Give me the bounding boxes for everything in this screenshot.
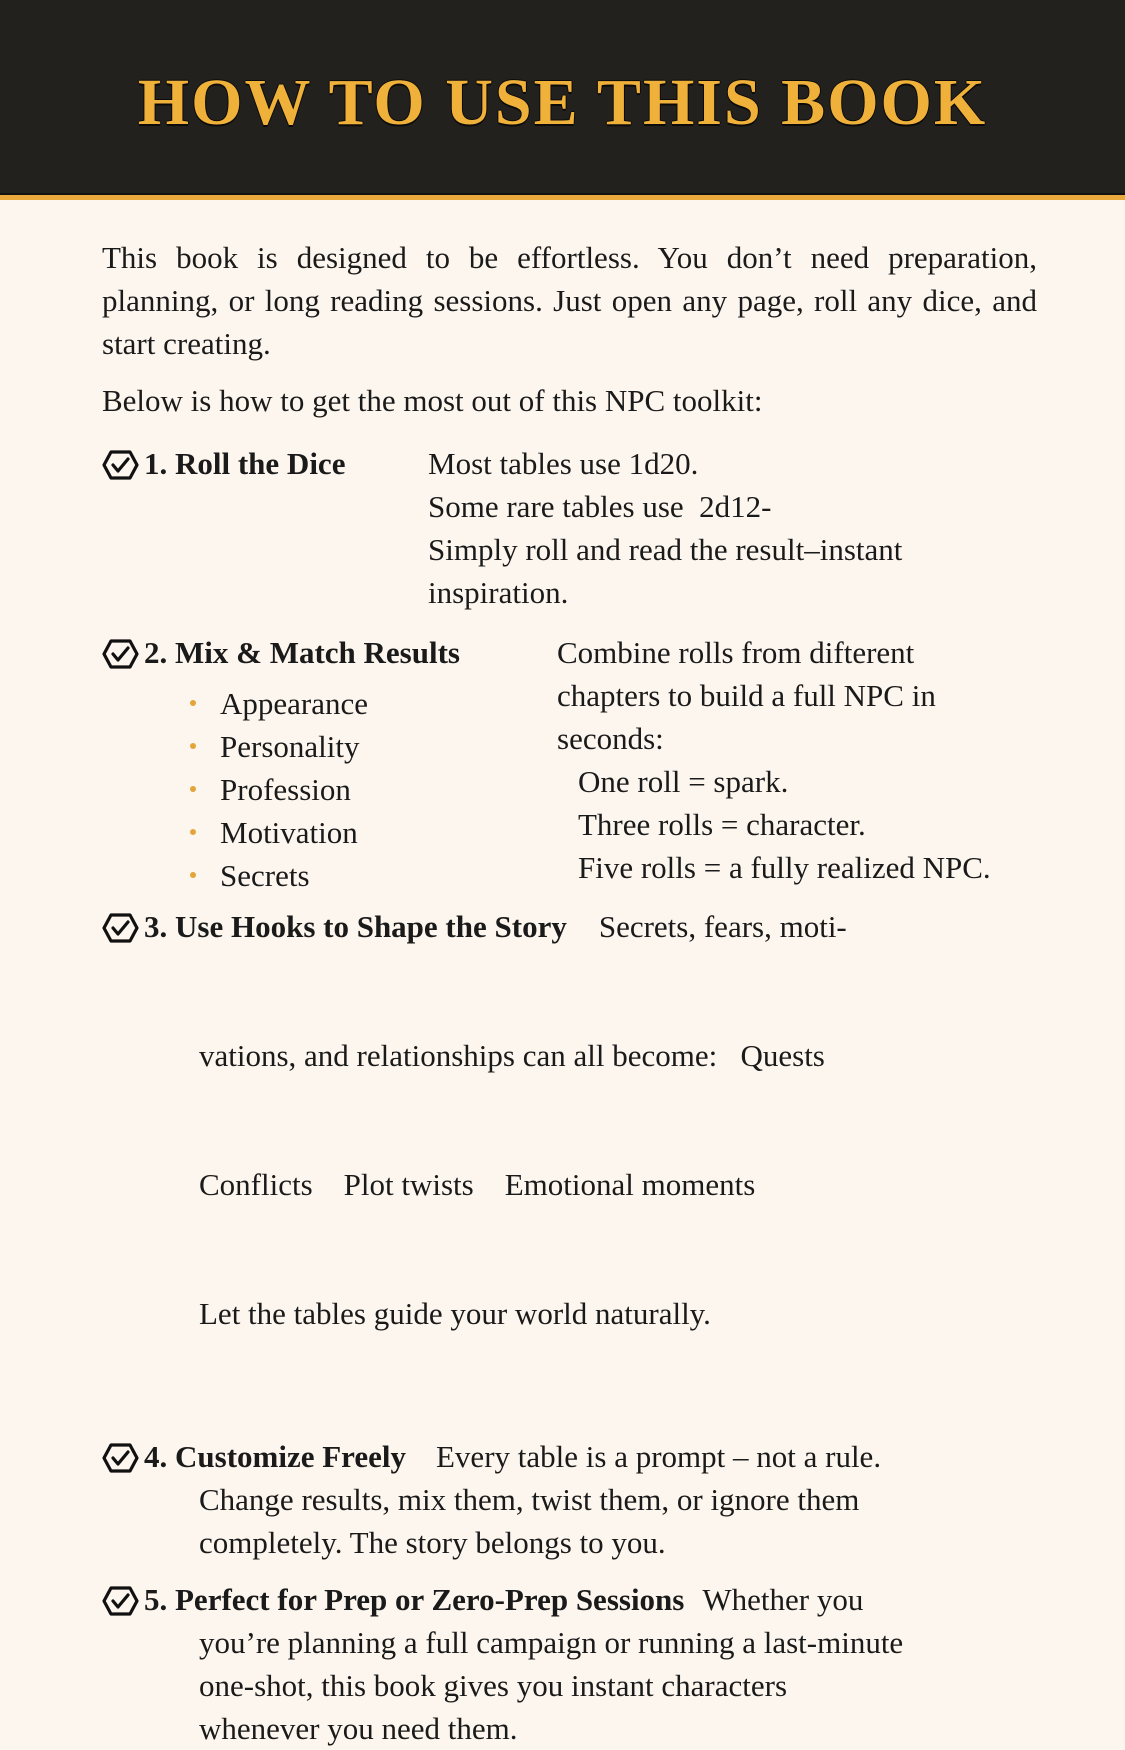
desc-line: Simply roll and read the result–instant (428, 532, 903, 567)
step-title: 1. Roll the Dice (144, 446, 346, 481)
desc-line: Combine rolls from difterent (557, 635, 915, 670)
desc-line: Change results, mix them, twist them, or ignore them (199, 1482, 860, 1517)
list-item-label: Appearance (220, 686, 369, 721)
bullet-icon (190, 743, 196, 749)
step-roll-the-dice (102, 442, 1037, 614)
list-item (190, 811, 557, 854)
desc-first-line: Every table is a prompt – not a rule. (436, 1439, 882, 1474)
desc-first-line: Secrets, fears, moti- (598, 909, 847, 944)
bullet-icon (190, 829, 196, 835)
step-description (557, 631, 1037, 897)
chapter-list (190, 682, 557, 897)
step-description (102, 948, 1037, 1421)
desc-line: vations, and relationships can all become: Quests (199, 1038, 825, 1073)
step-title: 5. Perfect for Prep or Zero-Prep Sessions (144, 1582, 685, 1617)
hexagon-check-icon (102, 1443, 139, 1473)
bullet-icon (190, 786, 196, 792)
desc-sub-line: One roll = spark. (578, 764, 789, 799)
list-item-label: Personality (220, 729, 360, 764)
list-item (190, 682, 557, 725)
desc-line: one-shot, this book gives you instant characters (199, 1668, 788, 1703)
desc-line: seconds: (557, 721, 664, 756)
page-title: HOW TO USE THIS BOOK (137, 65, 988, 139)
hexagon-check-icon (102, 450, 139, 480)
hexagon-check-icon (102, 1586, 139, 1616)
step-use-hooks (102, 905, 1037, 1421)
hexagon-check-icon (102, 913, 139, 943)
desc-line: completely. The story belongs to you. (199, 1525, 666, 1560)
desc-line: Let the tables guide your world naturally. (199, 1296, 711, 1331)
page-content (102, 236, 1037, 1750)
list-item-label: Motivation (220, 815, 358, 850)
page-header (0, 0, 1125, 193)
intro-paragraph: This book is designed to be effortless. You don’t need preparation, planning, or long reading sessions. Just open any page, roll any dice, and start creating. (102, 240, 1037, 361)
step-description (102, 1621, 1037, 1750)
step-customize-freely (102, 1435, 1037, 1564)
desc-line: inspiration. (428, 575, 569, 610)
hexagon-check-icon (102, 639, 139, 669)
desc-line: Some rare tables use 2d12- (428, 489, 772, 524)
bullet-icon (190, 700, 196, 706)
bullet-icon (190, 872, 196, 878)
desc-line: Conflicts Plot twists Emotional moments (199, 1167, 756, 1202)
list-item (190, 854, 557, 897)
list-item (190, 768, 557, 811)
step-mix-and-match (102, 631, 1037, 897)
desc-line: whenever you need them. (199, 1711, 518, 1746)
list-item-label: Secrets (220, 858, 310, 893)
step-description (428, 442, 902, 614)
step-title: 2. Mix & Match Results (144, 635, 460, 670)
intro-lead-in: Below is how to get the most out of this NPC toolkit: (102, 383, 763, 418)
desc-first-line: Whether you (702, 1582, 864, 1617)
list-item-label: Profession (220, 772, 351, 807)
step-prep-or-zero-prep (102, 1578, 1037, 1750)
desc-line: Most tables use 1d20. (428, 446, 699, 481)
list-item (190, 725, 557, 768)
step-title: 4. Customize Freely (144, 1439, 406, 1474)
desc-sub-line: Five rolls = a fully realized NPC. (578, 850, 991, 885)
desc-line: chapters to build a full NPC in (557, 678, 936, 713)
header-accent-rule (0, 193, 1125, 200)
step-description (102, 1478, 1037, 1564)
step-title: 3. Use Hooks to Shape the Story (144, 909, 567, 944)
desc-line: you’re planning a full campaign or running a last-minute (199, 1625, 904, 1660)
desc-sub-line: Three rolls = character. (578, 807, 866, 842)
